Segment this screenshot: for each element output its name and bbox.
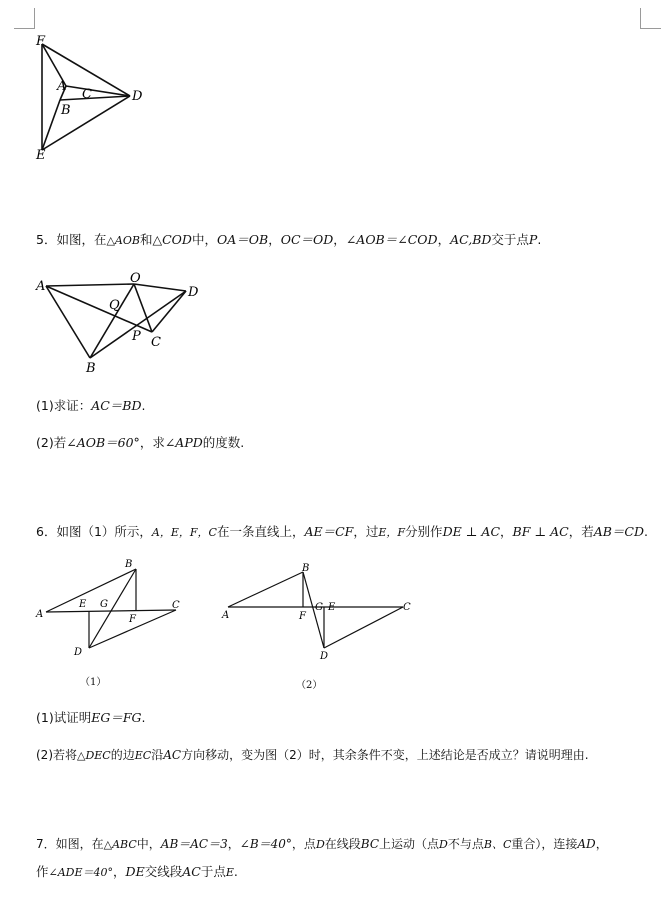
label-C: C	[151, 335, 161, 350]
label-D: D	[74, 647, 83, 658]
label-F: F	[36, 34, 46, 49]
q6-statement: 6．如图（1）所示，A，E，F，C在一条直线上，AE＝CF，过E，F分别作DE ⊥ AC，BF ⊥ AC，若AB＝CD.	[36, 524, 648, 539]
figure-q6-1-caption: （1）	[80, 677, 107, 688]
figure-top-triangles	[30, 30, 150, 165]
label-G: G	[100, 599, 108, 610]
label-G: G	[315, 602, 323, 613]
label-B: B	[302, 563, 310, 574]
label-C: C	[82, 87, 92, 102]
corner-mark-top-right	[640, 8, 661, 29]
label-D: D	[320, 651, 329, 662]
label-P: P	[132, 329, 141, 344]
label-D: D	[188, 285, 199, 300]
figure-q6-2	[218, 560, 418, 665]
label-O: O	[130, 272, 141, 286]
label-E: E	[328, 602, 336, 613]
label-F: F	[129, 614, 136, 625]
q6-part1: (1)试证明EG＝FG.	[36, 710, 146, 725]
figure-q5	[32, 272, 207, 377]
q5-statement: 5．如图，在△AOB和△COD中，OA＝OB，OC＝OD，∠AOB＝∠COD，AC,BD交于点P.	[36, 232, 542, 247]
label-E: E	[79, 599, 87, 610]
corner-mark-top-left	[14, 8, 35, 29]
label-A: A	[57, 79, 67, 94]
label-A: A	[36, 609, 44, 620]
label-A: A	[222, 610, 230, 621]
q5-part2: (2)若∠AOB＝60°，求∠APD的度数.	[36, 435, 245, 450]
label-A: A	[36, 279, 46, 294]
q5-part1: (1)求证：AC＝BD.	[36, 398, 146, 413]
q6-part2: (2)若将△DEC的边EC沿AC方向移动，变为图（2）时，其余条件不变，上述结论是否成立？请说明理由.	[36, 748, 589, 762]
figure-q6-1	[34, 556, 189, 661]
label-D: D	[132, 89, 143, 104]
q7-statement-line2: 作∠ADE＝40°，DE交线段AC于点E.	[36, 864, 238, 879]
label-F: F	[299, 611, 306, 622]
label-C: C	[172, 600, 180, 611]
label-C: C	[403, 602, 411, 613]
label-Q: Q	[109, 298, 120, 313]
q7-statement-line1: 7．如图，在△ABC中，AB＝AC＝3，∠B＝40°，点D在线段BC上运动（点D不与点B、C重合），连接AD，	[36, 837, 608, 851]
figure-q6-2-caption: （2）	[296, 680, 323, 691]
label-B: B	[86, 361, 96, 376]
label-B: B	[61, 103, 71, 118]
label-E: E	[36, 148, 46, 163]
label-B: B	[125, 559, 133, 570]
